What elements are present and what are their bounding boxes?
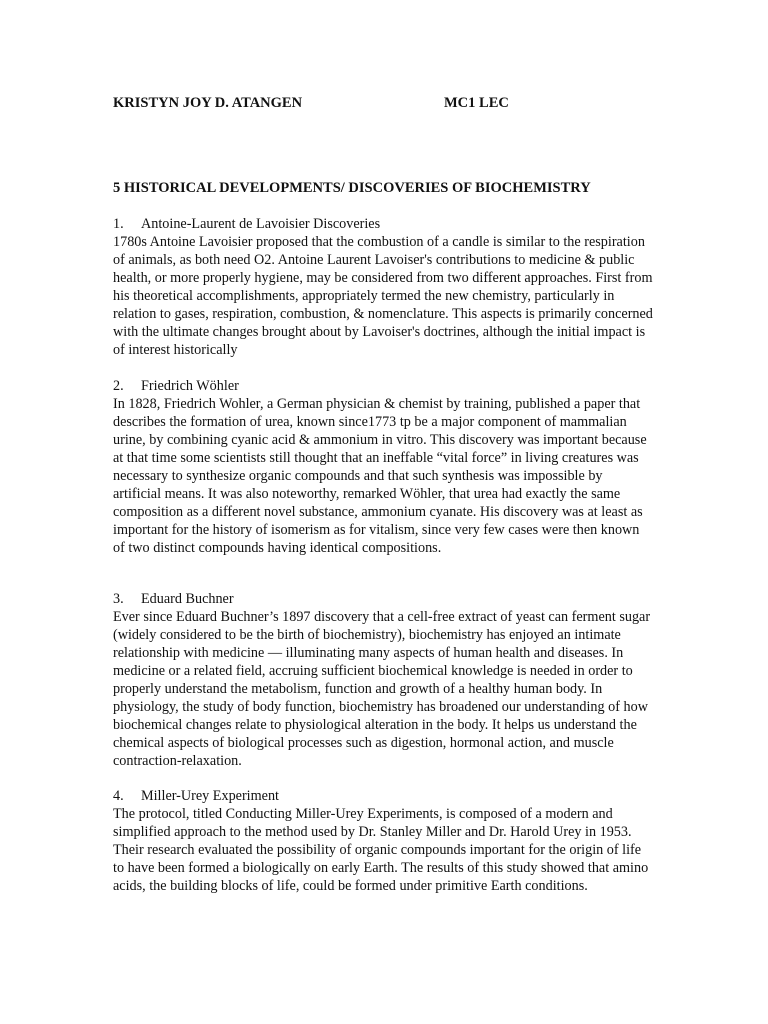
- section-body: In 1828, Friedrich Wohler, a German physician & chemist by training, published a paper that describes the formation of urea, known since1773 tp be a major component of mammalian urine, by combining cyanic acid & ammonium in vitro. This discovery was important because at that time some scientists still thought that an ineffable “vital force” in living creatures was necessary to synthesize organic compounds and that such synthesis was impossible by artificial means. It was also noteworthy, remarked Wöhler, that urea had exactly the same composition as a different novel substance, ammonium cyanate. His discovery was at least as important for the history of isomerism as for vitalism, since very few cases were then known of two distinct compounds having identical compositions.: [113, 396, 647, 556]
- section-number: 1.: [113, 216, 124, 232]
- section-number: 3.: [113, 591, 124, 607]
- section-lavoisier: [113, 215, 653, 359]
- section-heading: [113, 215, 653, 233]
- section-heading: [113, 377, 653, 395]
- section-heading-text: Miller-Urey Experiment: [141, 788, 279, 804]
- section-heading: [113, 590, 653, 608]
- section-body: Ever since Eduard Buchner’s 1897 discovery that a cell-free extract of yeast can ferment sugar (widely considered to be the birth of biochemistry), biochemistry has enjoyed an intimate relationship with medicine — illuminating many aspects of human health and diseases. In medicine or a related field, accruing sufficient biochemical knowledge is needed in order to properly understand the metabolism, function and growth of a healthy human body. In physiology, the study of body function, biochemistry has broadened our understanding of how biochemical changes relate to physiological alteration in the body. It helps us understand the chemical aspects of biological processes such as digestion, hormonal action, and muscle contraction-relaxation.: [113, 609, 651, 769]
- section-heading-text: Antoine-Laurent de Lavoisier Discoveries: [141, 216, 381, 232]
- author-name: KRISTYN JOY D. ATANGEN: [113, 95, 303, 111]
- section-body: 1780s Antoine Lavoisier proposed that the combustion of a candle is similar to the respiration of animals, as both need O2. Antoine Laurent Lavoiser's contributions to medicine & public health, or more properly hygiene, may be considered from two different approaches. First from his theoretical accomplishments, appropriately termed the new chemistry, particularly in relation to gases, respiration, combustion, & nomenclature. This aspects is primarily concerned with the ultimate changes brought about by Lavoiser's doctrines, although the initial impact is of interest historically: [113, 234, 653, 358]
- section-heading-text: Eduard Buchner: [141, 591, 234, 607]
- section-heading-text: Friedrich Wöhler: [141, 378, 239, 394]
- section-wohler: [113, 377, 653, 557]
- section-heading: [113, 787, 653, 805]
- course-code: MC1 LEC: [444, 95, 509, 111]
- section-body: The protocol, titled Conducting Miller-Urey Experiments, is composed of a modern and simplified approach to the method used by Dr. Stanley Miller and Dr. Harold Urey in 1953. Their research evaluated the possibility of organic compounds important for the origin of life to have been formed a biologically on early Earth. The results of this study showed that amino acids, the building blocks of life, could be formed under primitive Earth conditions.: [113, 806, 649, 894]
- section-miller-urey: [113, 787, 653, 895]
- section-number: 2.: [113, 378, 124, 394]
- document-title: 5 HISTORICAL DEVELOPMENTS/ DISCOVERIES OF BIOCHEMISTRY: [113, 180, 591, 196]
- section-number: 4.: [113, 788, 124, 804]
- section-buchner: [113, 590, 653, 770]
